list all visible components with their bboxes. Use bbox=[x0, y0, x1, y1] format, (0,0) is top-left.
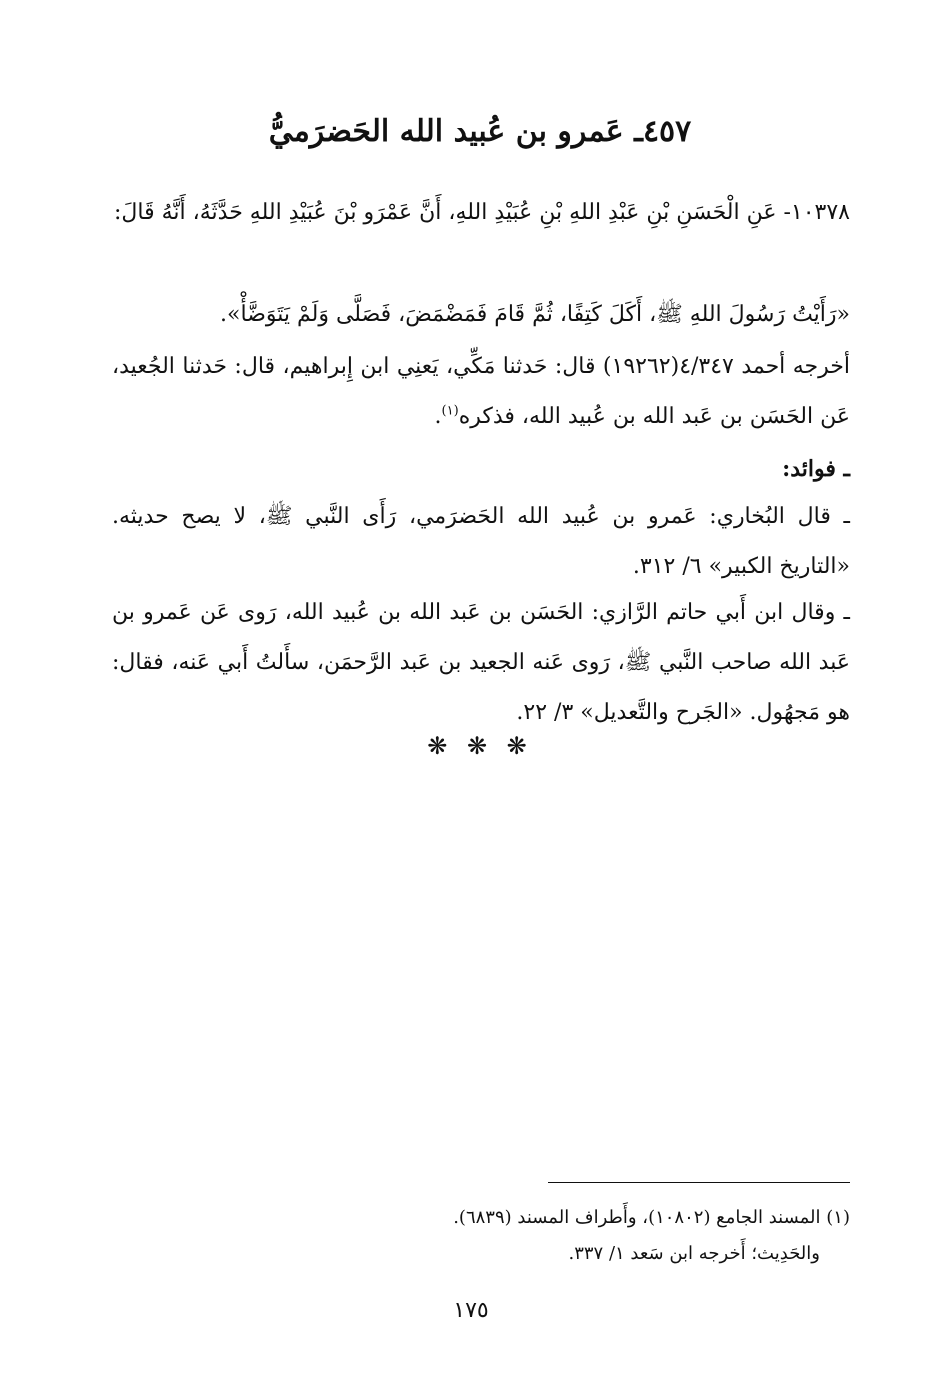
footnote-reference[interactable]: (١) bbox=[441, 403, 459, 419]
fawaid-note bbox=[112, 492, 850, 592]
hadith-isnad bbox=[112, 188, 850, 238]
fawaid-note bbox=[112, 588, 850, 738]
chapter-heading: ٤٥٧ـ عَمرو بن عُبيد الله الحَضرَميُّ bbox=[268, 114, 692, 149]
takhrij-text: أخرجه أحمد ٤/٣٤٧(١٩٢٦٢) قال: حَدثنا مَكِّي، يَعنِي ابن إِبراهيم، قال: حَدثنا الجُعيد، عَن الحَسَن بن عَبد الله بن عُبيد الله، فذكره bbox=[112, 354, 850, 429]
fawaid-note-text: ـ قال البُخاري: عَمرو بن عُبيد الله الحَضرَمي، رَأَى النَّبي ﷺ، لا يصح حديثه. «التاريخ الكبير» ٦/ ٣١٢. bbox=[112, 504, 850, 579]
footnote-line: (١) المسند الجامع (١٠٨٠٢)، وأَطراف المسند (٦٨٣٩). bbox=[453, 1207, 850, 1228]
fawaid-heading: ـ فوائد: bbox=[782, 456, 850, 482]
hadith-matn-text: «رَأَيْتُ رَسُولَ اللهِ ﷺ، أَكَلَ كَتِفًا، ثُمَّ قَامَ فَمَضْمَضَ، فَصَلَّى وَلَمْ يَتَوَضَّأْ». bbox=[220, 302, 850, 327]
hadith-isnad-text: ١٠٣٧٨- عَنِ الْحَسَنِ بْنِ عَبْدِ اللهِ بْنِ عُبَيْدِ اللهِ، أَنَّ عَمْرَو بْنَ عُبَيْدِ اللهِ حَدَّثَهُ، أَنَّهُ قَالَ: bbox=[114, 200, 850, 225]
hadith-matn bbox=[112, 290, 850, 340]
takhrij-paragraph: أخرجه أحمد ٤/٣٤٧(١٩٢٦٢) قال: حَدثنا مَكِّي، يَعنِي ابن إِبراهيم، قال: حَدثنا الجُعيد، عَن الحَسَن بن عَبد الله بن عُبيد الله، فذكره$^{(١)}$. bbox=[112, 354, 850, 429]
page-number: ١٧٥ bbox=[453, 1298, 489, 1323]
footnote-line: والحَدِيث؛ أَخرجه ابن سَعد ١/ ٣٣٧. bbox=[568, 1243, 820, 1264]
footnote-divider bbox=[548, 1182, 850, 1183]
footnotes bbox=[300, 1200, 850, 1272]
fawaid-note-text: ـ وقال ابن أَبي حاتم الرَّازي: الحَسَن بن عَبد الله بن عُبيد الله، رَوى عَن عَمرو بن عَبد الله صاحب النَّبي ﷺ، رَوى عَنه الجعيد بن عَبد الرَّحمَن، سأَلتُ أَبي عَنه، فقال: هو مَجهُول. «الجَرح والتَّعديل» ٣/ ٢٢. bbox=[112, 600, 850, 725]
section-separator: ❋ ❋ ❋ bbox=[427, 732, 533, 760]
